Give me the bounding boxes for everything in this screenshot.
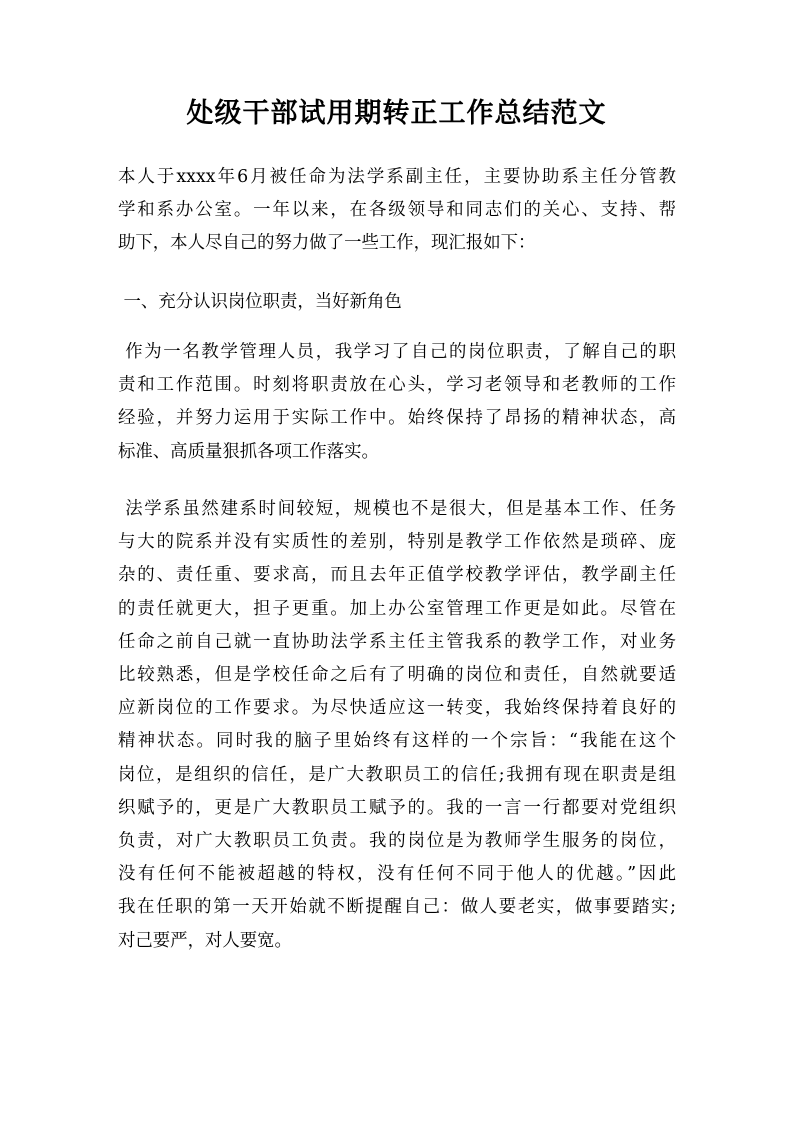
paragraph-line: 比较熟悉，但是学校任命之后有了明确的岗位和责任，自然就要适 xyxy=(118,665,676,686)
paragraph-line: 作为一名教学管理人员，我学习了自己的岗位职责，了解自己的职 xyxy=(118,342,676,362)
paragraph-line: 助下，本人尽自己的努力做了一些工作，现汇报如下： xyxy=(118,233,536,254)
paragraph-line: 没有任何不能被超越的特权，没有任何不同于他人的优越。”因此 xyxy=(118,864,676,885)
document-title: 处级干部试用期转正工作总结范文 xyxy=(186,98,607,129)
paragraph-line: 本人于xxxx年6月被任命为法学系副主任，主要协助系主任分管教 xyxy=(118,167,676,187)
paragraph-line: 责和工作范围。时刻将职责放在心头，学习老领导和老教师的工作 xyxy=(118,375,676,396)
paragraph-line: 标准、高质量狠抓各项工作落实。 xyxy=(118,441,379,462)
paragraph-line: 对己要严，对人要宽。 xyxy=(118,930,292,951)
paragraph-department xyxy=(118,493,676,958)
paragraph-line: 我在任职的第一天开始就不断提醒自己：做人要老实，做事要踏实; xyxy=(118,897,676,918)
paragraph-line: 岗位，是组织的信任，是广大教职员工的信任;我拥有现在职责是组 xyxy=(118,764,676,785)
paragraph-line: 任命之前自己就一直协助法学系主任主管我系的教学工作，对业务 xyxy=(118,631,676,652)
section-heading-text: 一、充分认识岗位职责，当好新角色 xyxy=(118,292,402,312)
paragraph-line: 法学系虽然建系时间较短，规模也不是很大，但是基本工作、任务 xyxy=(118,499,676,519)
paragraph-line: 应新岗位的工作要求。为尽快适应这一转变，我始终保持着良好的 xyxy=(118,698,676,719)
paragraph-line: 负责，对广大教职员工负责。我的岗位是为教师学生服务的岗位， xyxy=(118,831,676,852)
paragraph-line: 精神状态。同时我的脑子里始终有这样的一个宗旨：“我能在这个 xyxy=(118,731,676,752)
paragraph-line: 的责任就更大，担子更重。加上办公室管理工作更是如此。尽管在 xyxy=(118,598,676,619)
paragraph-line: 学和系办公室。一年以来，在各级领导和同志们的关心、支持、帮 xyxy=(118,200,676,221)
section-heading xyxy=(118,286,676,319)
paragraph-line: 织赋予的，更是广大教职员工赋予的。我的一言一行都要对党组织 xyxy=(118,797,676,818)
paragraph-line: 与大的院系并没有实质性的差别，特别是教学工作依然是琐碎、庞 xyxy=(118,532,676,553)
paragraph-line: 杂的、责任重、要求高，而且去年正值学校教学评估，教学副主任 xyxy=(118,565,676,586)
paragraph-intro xyxy=(118,161,676,261)
paragraph-responsibilities xyxy=(118,336,676,469)
paragraph-line: 经验，并努力运用于实际工作中。始终保持了昂扬的精神状态，高 xyxy=(118,408,676,429)
